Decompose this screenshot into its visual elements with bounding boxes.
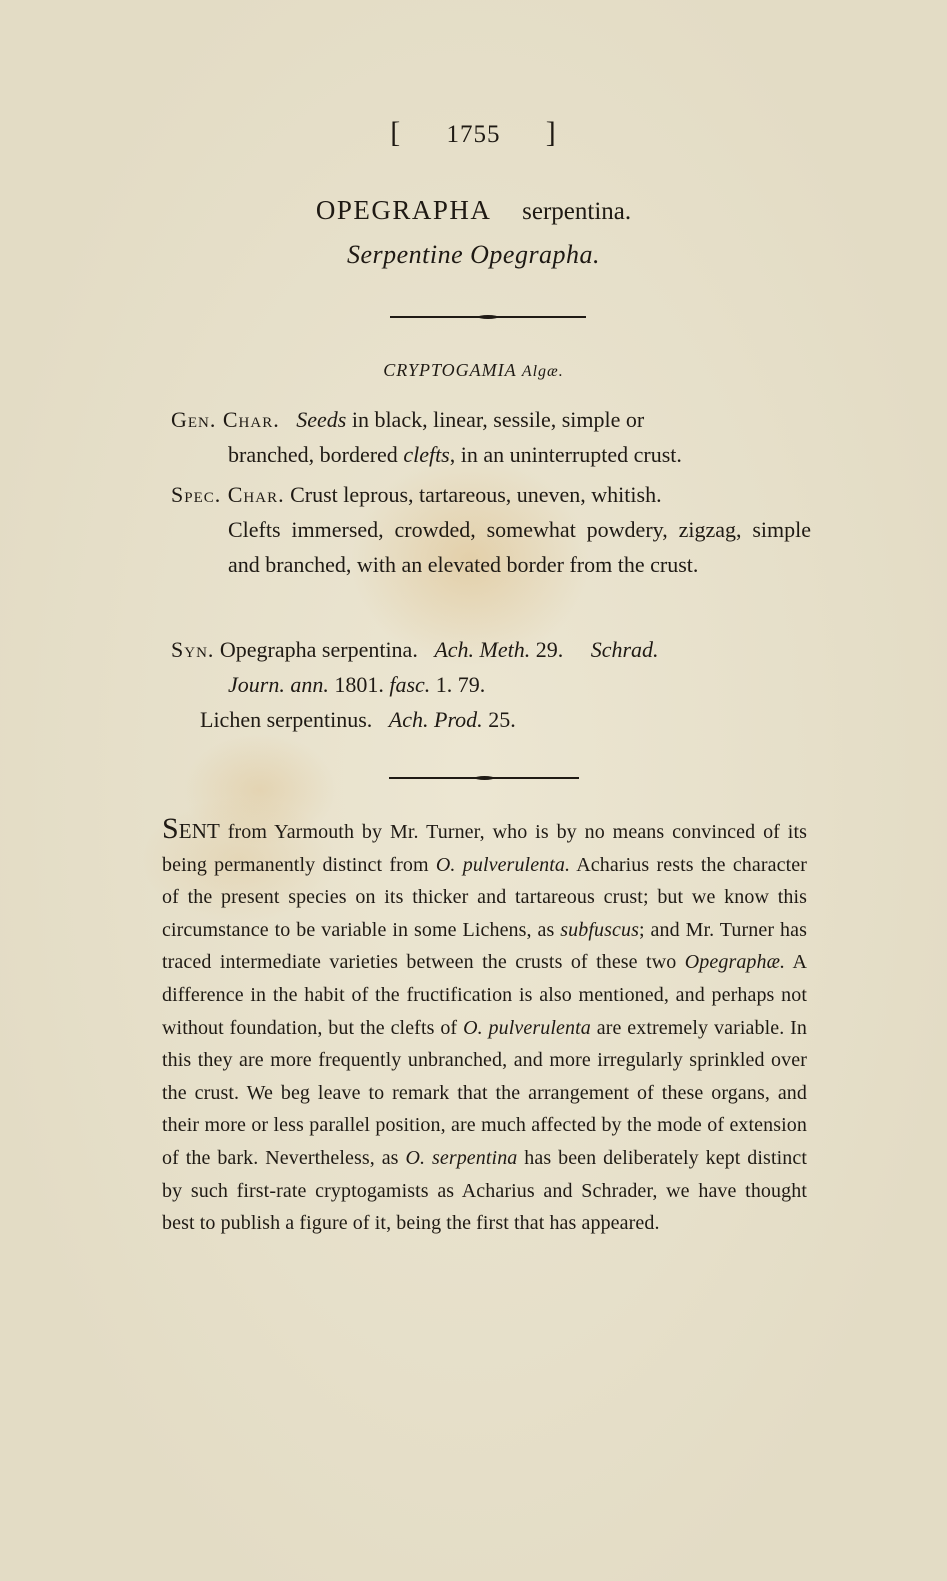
body-italic-3: Opegraphæ. [684,951,786,974]
synonyms [171,632,811,737]
body-italic-5: O. serpentina [405,1146,518,1169]
specific-character [171,477,811,582]
bracket-close: ] [545,116,557,149]
body-italic-1: O. pulverulenta. [435,853,571,876]
body-text-2: Acharius rests the character of the present species on its thicker and tartareous crust; but we know this circumstance to be variable in some Lichens, as [162,853,807,941]
gen-char-label: Gen. Char. [171,407,280,432]
gen-char-text-3: , in an uninterrupted crust. [449,442,682,467]
common-name: Serpentine Opegrapha. [346,240,601,269]
spec-char-text: Crust leprous, tartareous, uneven, whitish. [284,482,662,507]
ornamental-rule-2 [389,777,579,779]
small-caps-lead: ENT [178,819,220,843]
species-title [0,195,947,226]
body-text-5: are extremely variable. In this they are more frequently unbranched, and more irregularly sprinkled over the crust. We beg leave to remark that the arrangement of these organs, and their more or less parallel position, are much affected by the mode of extension of the bark. Nevertheless, as [162,1016,808,1169]
body-text-4: A difference in the habit of the fructification is also mentioned, and perhaps not without foundation, but the clefts of [162,951,807,1039]
gen-char-italic-2: clefts [403,442,450,467]
gen-char-continuation [171,437,811,472]
syn-ref-3: Ach. Prod. [388,707,483,732]
syn-name-1: Opegrapha serpentina. [214,637,418,662]
class-name: CRYPTOGAMIA [383,360,517,380]
syn-ref-1-num: 29. [530,637,564,662]
syn-fasc-num: 1. 79. [430,672,486,697]
body-text-1: from Yarmouth by Mr. Turner, who is by no means convinced of its being permanently distinct from [162,821,807,876]
drop-cap: S [162,812,179,845]
synonym-line-2 [171,667,811,702]
syn-label: Syn. [171,637,215,662]
spec-char-continuation: Clefts immersed, crowded, somewhat powdery, zigzag, simple and branched, with an elevated border from the crust. [228,517,811,577]
body-text-3: ; and Mr. Turner has traced intermediate varieties between the crusts of these two [162,918,807,974]
description-paragraph [162,813,807,1240]
bracket-open: [ [390,116,402,149]
spec-char-label: Spec. Char. [171,482,285,507]
genus-name: OPEGRAPHA [315,195,492,225]
syn-fasc: fasc. [389,672,431,697]
gen-char-text-2: branched, bordered [228,442,404,467]
syn-name-2: Lichen serpentinus. [200,707,373,732]
body-italic-2: subfuscus [560,918,639,941]
ornamental-rule [390,316,586,318]
synonym-line-1 [171,632,811,667]
body-italic-4: O. pulverulenta [463,1016,591,1039]
syn-ref-journal: Journ. ann. [228,672,329,697]
body-text-6: has been deliberately kept distinct by such first-rate cryptogamists as Acharius and Schrader, we have thought best to publish a figure of it, being the first that has appeared. [162,1146,807,1235]
gen-char-text: in black, linear, sessile, simple or [346,407,645,432]
syn-ref-1: Ach. Meth. [434,637,531,662]
classification [0,360,947,381]
synonym-line-3 [171,702,811,737]
syn-ref-2: Schrad. [590,637,659,662]
page-number [0,116,947,150]
gen-char-italic: Seeds [296,407,347,432]
syn-ref-3-num: 25. [482,707,516,732]
order-name: Algæ. [521,363,564,380]
syn-year: 1801. [328,672,390,697]
generic-character [171,402,811,472]
species-epithet: serpentina. [522,198,632,225]
plate-number: 1755 [446,121,501,148]
